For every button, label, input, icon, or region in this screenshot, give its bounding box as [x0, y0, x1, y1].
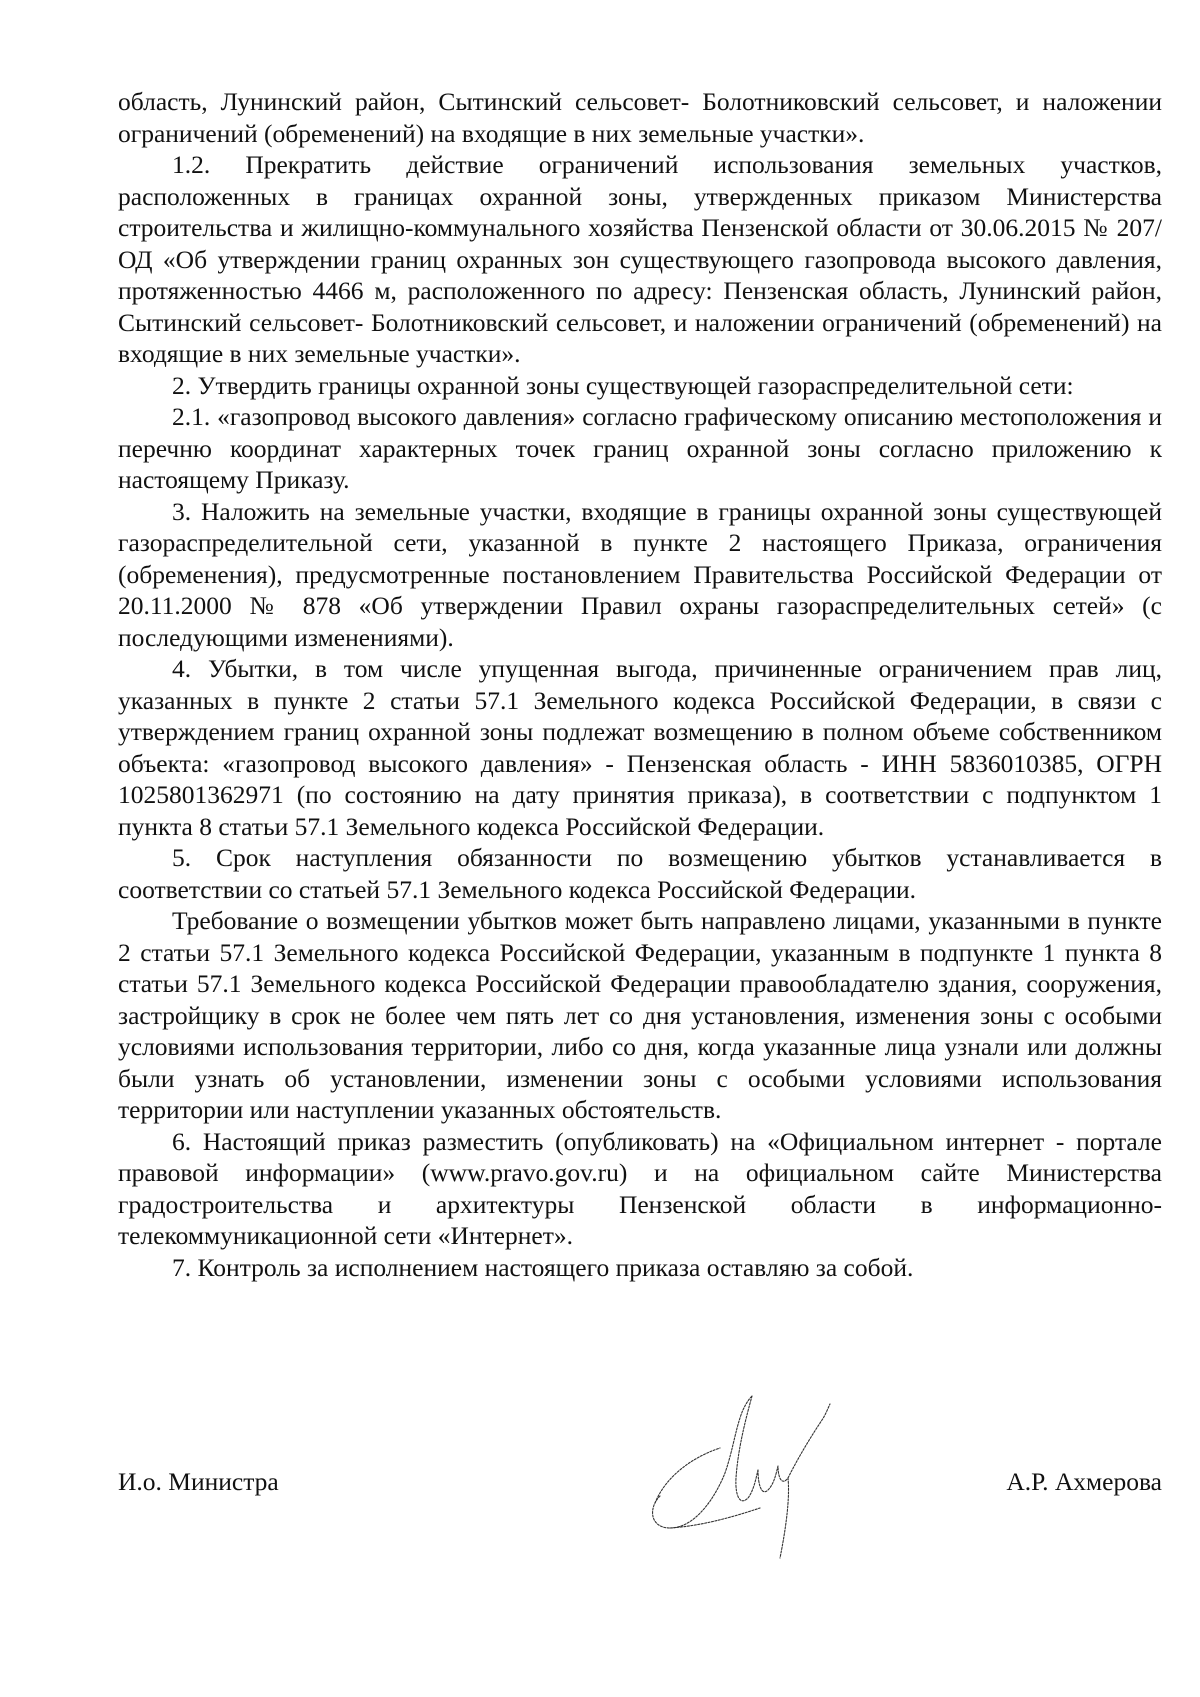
paragraph-3: 3. Наложить на земельные участки, входящие в границы охранной зоны существующей газораспределительной сети, указанной в пункте 2 настоящего Приказа, ограничения (обременения), предусмотренные постановлением Правительства Российской Федерации от 20.11.2000 № 878 «Об утверждении Правил охраны газораспределительных сетей» (с последующими изменениями).: [118, 496, 1162, 652]
paragraph-1-1-continuation: область, Лунинский район, Сытинский сельсовет- Болотниковский сельсовет, и наложении ограничений (обременений) на входящие в них земельные участки».: [118, 87, 1162, 148]
paragraph-2-1: 2.1. «газопровод высокого давления» согласно графическому описанию местоположения и перечню координат характерных точек границ охранной зоны согласно приложению к настоящему Приказу.: [118, 402, 1162, 494]
signatory-name: А.Р. Ахмерова: [1006, 1467, 1162, 1496]
paragraph-4: 4. Убытки, в том числе упущенная выгода, причиненные ограничением прав лиц, указанных в пункте 2 статьи 57.1 Земельного кодекса Российской Федерации, в связи с утверждением границ охранной зоны подлежат возмещению в полном объеме собственником объекта: «газопровод высокого давления» - Пензенская область - ИНН 5836010385, ОГРН 1025801362971 (по состоянию на дату принятия приказа), в соответствии с подпунктом 1 пункта 8 статьи 57.1 Земельного кодекса Российской Федерации.: [118, 654, 1162, 841]
paragraph-6: 6. Настоящий приказ разместить (опубликовать) на «Официальном интернет - портале правовой информации» (www.pravo.gov.ru) и на официальном сайте Министерства градостроительства и архитектуры Пензенской области в информационно-телекоммуникационной сети «Интернет».: [118, 1126, 1162, 1250]
document-body: [118, 86, 1162, 1283]
handwritten-signature: [640, 1378, 840, 1568]
paragraph-7: 7. Контроль за исполнением настоящего приказа оставляю за собой.: [172, 1252, 914, 1282]
signatory-position: И.о. Министра: [118, 1467, 279, 1496]
paragraph-5-claim: Требование о возмещении убытков может быть направлено лицами, указанными в пункте 2 статьи 57.1 Земельного кодекса Российской Федерации, указанным в подпункте 1 пункта 8 статьи 57.1 Земельного кодекса Российской Федерации правообладателю здания, сооружения, застройщику в срок не более чем пять лет со дня установления, изменения зоны с особыми условиями использования территории, либо со дня, когда указанные лица узнали или должны были узнать об установлении, изменении зоны с особыми условиями использования территории или наступлении указанных обстоятельств.: [118, 906, 1162, 1124]
paragraph-2: 2. Утвердить границы охранной зоны существующей газораспределительной сети:: [172, 370, 1074, 400]
paragraph-5: 5. Срок наступления обязанности по возмещению убытков устанавливается в соответствии со статьей 57.1 Земельного кодекса Российской Федерации.: [118, 843, 1162, 904]
paragraph-1-2: 1.2. Прекратить действие ограничений использования земельных участков, расположенных в границах охранной зоны, утвержденных приказом Министерства строительства и жилищно-коммунального хозяйства Пензенской области от 30.06.2015 № 207/ОД «Об утверждении границ охранных зон существующего газопровода высокого давления, протяженностью 4466 м, расположенного по адресу: Пензенская область, Лунинский район, Сытинский сельсовет- Болотниковский сельсовет, и наложении ограничений (обременений) на входящие в них земельные участки».: [118, 150, 1162, 368]
